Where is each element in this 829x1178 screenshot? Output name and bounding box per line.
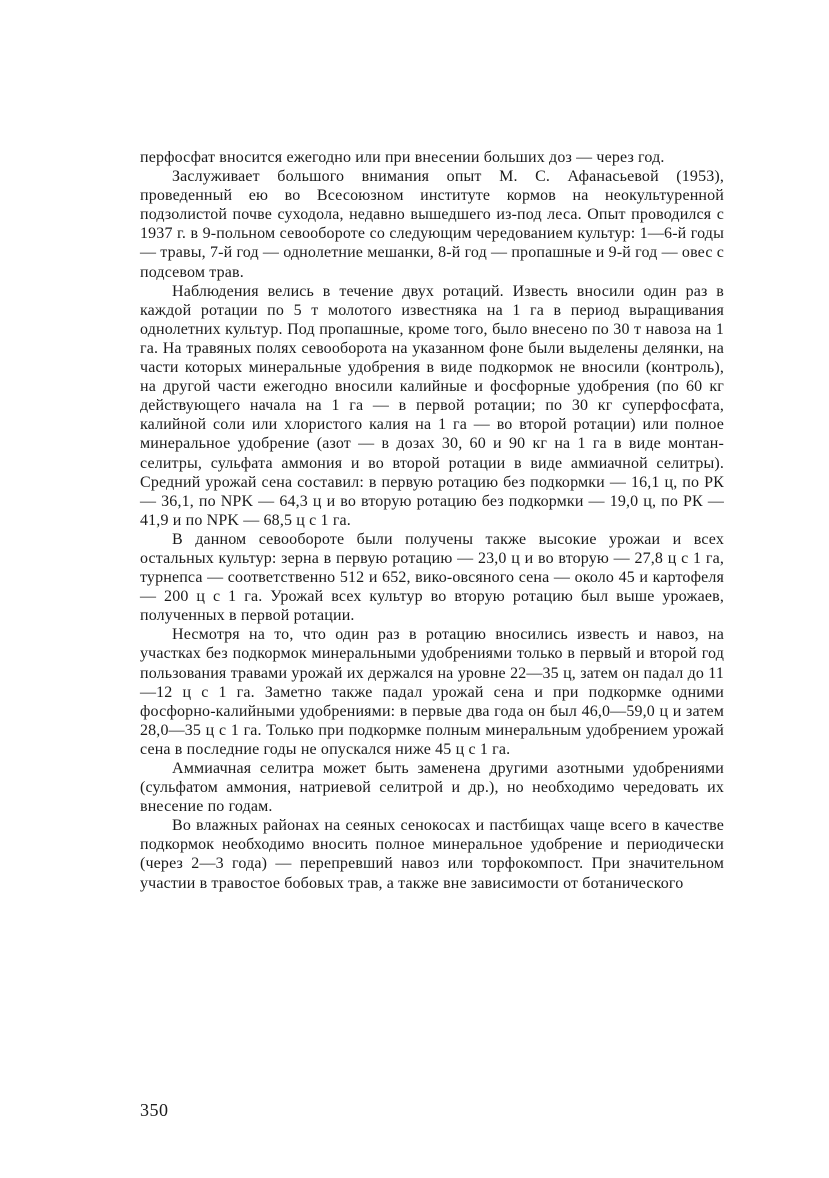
paragraph-4: В данном севообороте были получены также высокие урожаи и всех остальных культур: зерна в первую ротацию — 23,0 ц и во вторую — 27,8 ц с 1 га, турнепса — соответственно 512 и 652, вико-овсяного сена — около 45 и картофеля — 200 ц с 1 га. Урожай всех культур во вторую ротацию был выше урожаев, полученных в первой ротации.: [140, 530, 724, 625]
body-text: [140, 148, 724, 893]
paragraph-5: Несмотря на то, что один раз в ротацию вносились известь и навоз, на участках без подкормок минеральными удобрениями только в первый и второй год пользования травами урожай их держался на уровне 22—35 ц, затем он падал до 11—12 ц с 1 га. Заметно также падал урожай сена и при подкормке одними фосфорно-калийными удобрениями: в первые два года он был 46,0—59,0 ц и затем 28,0—35 ц с 1 га. Только при подкормке полным минеральным удобрением урожай сена в последние годы не опускался ниже 45 ц с 1 га.: [140, 626, 724, 758]
paragraph-1: перфосфат вносится ежегодно или при внесении больших доз — через год.: [140, 149, 665, 166]
paragraph-6: Аммиачная селитра может быть заменена другими азотными удобрениями (сульфатом аммония, натриевой селитрой и др.), но необходимо чередовать их внесение по годам.: [140, 760, 724, 816]
paragraph-7: Во влажных районах на сеяных сенокосах и пастбищах чаще всего в качестве подкормок необходимо вносить полное минеральное удобрение и периодически (через 2—3 года) — перепревший навоз или торфокомпост. При значительном участии в травостое бобовых трав, а также вне зависимости от ботанического: [140, 817, 724, 892]
paragraph-3: Наблюдения велись в течение двух ротаций. Известь вносили один раз в каждой ротации по 5 т молотого известняка на 1 га в период выращивания однолетних культур. Под пропашные, кроме того, было внесено по 30 т навоза на 1 га. На травяных полях севооборота на указанном фоне были выделены делянки, на части которых минеральные удобрения в виде подкормок не вносили (контроль), на другой части ежегодно вносили калийные и фосфорные удобрения (по 60 кг действующего начала на 1 га — в первой ротации; по 30 кг суперфосфата, калийной соли или хлористого калия на 1 га — во второй ротации) или полное минеральное удобрение (азот — в дозах 30, 60 и 90 кг на 1 га в виде монтан-селитры, сульфата аммония и во второй ротации в виде аммиачной селитры). Средний урожай сена составил: в первую ротацию без подкормки — 16,1 ц, по РК — 36,1, по NPK — 64,3 ц и во вторую ротацию без подкормки — 19,0 ц, по РК — 41,9 и по NPK — 68,5 ц с 1 га.: [140, 282, 724, 529]
page-number: 350: [140, 1100, 169, 1120]
paragraph-2: Заслуживает большого внимания опыт М. С. Афанасьевой (1953), проведенный ею во Всесоюзном институте кормов на неокультуренной подзолистой почве суходола, недавно вышедшего из-под леса. Опыт проводился с 1937 г. в 9-польном севообороте со следующим чередованием культур: 1—6-й годы — травы, 7-й год — однолетние мешанки, 8-й год — пропашные и 9-й год — овес с подсевом трав.: [140, 168, 724, 281]
